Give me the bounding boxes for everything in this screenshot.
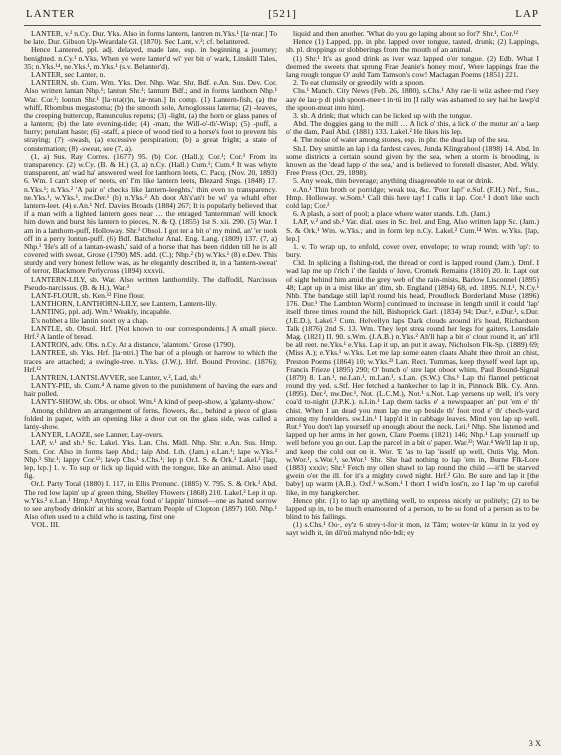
entry-paragraph: LANTING, ppl. adj. Wm.¹ Weakly, incapable. <box>31 307 172 317</box>
entry-paragraph: 4. The noise of water among stones, esp. in phr. the dead lap of the sea. <box>293 135 510 145</box>
entry-paragraph: Abd. The doggies gang to the mill … A lick o' this, a lick o' the mutur an' a laep o' the dam, Paul Abd. (1881) 133. Lakel.² He likes his lep. <box>286 119 539 137</box>
left-headword: LANTER <box>26 8 76 20</box>
entry-paragraph: LANTLE, sb. Obsol. Hrf. [Not known to our correspondents.] A small piece. Hrf.² A lantle of bread. <box>24 323 277 341</box>
entry-paragraph: LAP, v.¹ and sb.¹ Sc. Lakel. Yks. Lan. Chs. Midl. Nhp. Shr. e.An. Sus. Hmp. Som. Cor. Also in forms laep Abd.; laip Abd. Lth. (Jam.) e.Lan.¹; lape w.Yks.² Nhp.¹ Shr.¹; lappy Cor.¹²; lawp Chs.¹ s.Chs.¹; lep p Or.I. S. & Ork.¹ Lakel.² [lap, lep, lɛp.] 1. v. To sup or lick up liquid with the tongue, like an animal. Also used fig. <box>24 438 277 481</box>
entry-paragraph: LANTREE, sb. Yks. Hrf. [la·ntri.] The bar of a plough or harrow to which the traces are attached; a swingle-tree. n.Yks. (J.W.), Hrf. Bound Provinc. (1876); Hrf.¹² <box>24 348 277 374</box>
entry-paragraph: LANTY-SHOW, sb. Obs. or obsol. Wm.¹ A kind of peep-show, a 'galanty-show.' <box>31 397 275 407</box>
entry-paragraph: LANTER, v.² n.Cy. Dur. Yks. Also in forms lantern, lantren m.Yks.¹ [la·ntər.] To be late. Dur. Gibson Up-Weardale Gl. (1870). Sec Lant, v.²; cf. belantered. <box>24 30 277 47</box>
entry-paragraph: 6. A plash, a sort of pool; a place where water stands. Lth. (Jam.) <box>293 209 490 219</box>
entry-paragraph: Hence phr. (1) to lap up anything well, to express nicely or politely; (2) to be lapped up in, to be much enamoured of a person, to be so fond of a person as to be blind to his failings. <box>286 495 539 522</box>
entry-paragraph: e.An.¹ Thin broth or porridge; weak tea, &c. 'Poor lap!' e.Suf. (F.H.) Nrf., Sus., Hmp. Holloway. w.Som.¹ Call this here tay! I calls it lap. Cor.¹ I don't like such cold lap; Cor.² <box>286 184 539 210</box>
entry-paragraph: LANTRON, adv. Obs. n.Cy. At a distance, 'alantom.' Grose (1790). <box>31 340 236 350</box>
right-headword: LAP <box>515 8 539 20</box>
entry-paragraph: (1) Shr.¹ It's as good drink as iver waz lapped o'er tongue. (2) Edb. What I deemed the sweets that sprung Frae Jeanie's honey mou', Were lappings frae the lang rough tongue O' auld Tam Tamson's cow! Maclagan Poems (1851) 221. <box>286 53 539 79</box>
entry-paragraph: LANTREN, LANTSLAVVER, see Lanter, v.², Lad, sb.¹ <box>31 372 202 382</box>
entry-paragraph: LANTERN, sb. Cum. Wm. Yks. Der. Nhp. War. Shr. Bdf. e.An. Sus. Dev. Cor. Also written lantan Nhp.¹; lantun Shr.¹; lanturn Bdf.; and in forms lanthorn Nhp.¹ War. Cor.³; lontun Shr.¹ [la·ntə(r)n, læ·ntən.] In comp. (1) Lantern-fish, (a) the whiff, Rhombus megastoma; (b) the smooth sole, Arnoglossus laterna; (2) -leaves, the creeping buttercup, Ranunculus repens; (3) -light, (a) the horn or glass panes of a lantern; (b) the late evening-tide; (4) -man, the Will-o'-th'-Wisp; (5) -puff, a hurry; petulant haste; (6) -staff, a piece of wood tied to a horse's foot to prevent his straying; (7) -swash, (a) excessive perspiration; (b) a great fright; a state of consternation; (8) -sweat, see (7, a). <box>24 78 277 153</box>
page-number: [521] <box>268 8 297 20</box>
entry-paragraph: LANT-FLOUR, sb. Ken.¹² Fine flour. <box>31 291 145 300</box>
entry-paragraph: LAP, v.² and sb.² Var. dial. uses in Sc. Irel. and Eng. Also written lapp Sc. (Jam.) S. & Ork.¹ Wm. w.Yks.; and in form lep n.Cy. Lakel.² Cum.¹⁴ Wm. w.Yks. [lap, lep.] <box>286 217 539 243</box>
entry-paragraph: Cld. In splicing a fishing-rod, the thread or cord is lapped round (Jam.). Dmf. I wad lap me up i'rich i' the faulds o' luve, Cromek Remains (1810) 20. Ir. Lapt out of sight behind him amid the grey web of the rain-mists, Barlow Lisconnel (1895) 48; Lapt up in a mist like an' dim, sb. England (1894) 68, ed. 1895. N.I.¹, N.Cy.¹ Nhb. The bandage still lap'd round his head, Proudlock Borderland Muse (1896) 176. Dur.¹ The Lambton Worm] continued to increase in length until it could 'lap' itself three times round the hill, Bishoprick Garl. (1834) 94; Dur.¹, e.Dur.¹, s.Dur. (J.E.D.), Lakel.² Cum. Helvellyn laps Dark clouds around it's head, Richardson Talk (1876) 2nd S. 13. Wm. They lept strea round her legs for gaiters, Lonsdale Mag. (1821) II. 90. s.Wm. (J.A.B.) n.Yks.² Ah'll hap a bit o' clout round it, an' it'll be all reet. ne.Yks.¹ e.Yks. Lap it up, an put it away, Nicholson Flk-Sp. (1889) 69; (Miss A.); e.Yks.¹ w.Yks. Let me lap some eaten claats Abaht thee throit an chist, Preston Poems (1864) 10; w.Yks.²³ Lan. Rect. Tummas, keep thyself weel lapt up, Francis Frieze (1895) 290; O' bunch o' stre lapt oboot whim, Paul Bound-Signal (1879) 8. Lan.¹, ne.Lan.¹, m.Lan.¹, s.Lan. (S.W.) Chs.¹ Lap thi flannel petticoat round thy yed. s.Stf. Her fetched a hankecher to lap it in, Pinnock Blk. Cy. Ann. (1895). Der.², nw.Der.¹, Not. (L.C.M.), Not.¹ s.Not. Lap yersens up well, it's very coa'd to-night (J.P.K.). n.Lin.¹ Lap them tacks e' a newspaaper an' put 'em e' th' chist. When I an dead you mun lap me up beside th' foot trod e' th' chech-yard among my forelders. sw.Lin.¹ I lapp'd it in cabbage leaves. Mind you lap up well. Rut.¹ You don't lap yourself up enough about the neck. Lei.¹ Nhp. She listened and lapped up her arms in her gown, Clare Poems (1821) 146; Nhp.¹ Lap yourself up well before you go out. Lap the parcel in a bit o' paper. War.²³; War.⁴ We'll lap it up, and keep the cold out on it. Wor. 'E 'as to lap 'isself up well, Outis Vig. Mon. w.Wor.¹, s.Wor.¹, se.Wor.¹ Shr. She had nothing to lap 'em in, Burne Flk-Lore (1883) xxxiv; Shr.¹ Fetch my ollen shawl to lap round the child —it'll be starved gwein o'er the ill. for it's a mighty cowd night. Hrf.² Glo. Be sure and lap it [the baby] up warm (A.B.). Oxf.¹ w.Som.¹ I thort I wid'n lost'n, zo I lap 'm up careful like, in my hangkercher. <box>286 258 539 497</box>
entry-paragraph: (1) s.Chs.¹ Oo·, ey'z 6 strey·t-for·it mon, iz Tâm; wotev·ür kümz in iz yed ey sayt widh it, ün dô'nü mahynd nôo·bdi; ey <box>286 520 539 538</box>
entry-paragraph: LANTER, sec Lanter, n. <box>31 69 106 79</box>
running-header <box>26 8 539 24</box>
entry-paragraph: 1. v. To wrap up, to enfold, cover over, envelope; to wrap round; with 'up': to bury. <box>286 241 539 260</box>
right-column <box>286 30 539 738</box>
entry-paragraph: LANTERN-LILY, sb. War. Also written lanthornlily. The daffodil, Narcissus Pseudo-narcissus. (B. & H.), War.³ <box>24 274 277 292</box>
entry-paragraph: LANTHORN, LANTHORN-LILY, see Lantern, Lantern-lily. <box>31 299 217 309</box>
entry-paragraph: Sh.I. Dey smittle an lap i da fardest caves, Junda Klingrahool (1898) 14. Abd. In some districts a certain sound given by the sea, when a storm is brooding, is known as the 'dead lapp o' the sea,' and is believed to foretell disaster, Abd. Wkly. Free Press (Oct. 29, 1898). <box>286 143 539 178</box>
entry-paragraph: VOL. III. <box>31 520 60 530</box>
signature-mark: 3 X <box>528 739 541 748</box>
entry-paragraph: 3. sb. A drink; that which can be licked up with the tongue. <box>293 110 473 120</box>
entry-paragraph: E's nobbet a lile lantin soort oy a chap. <box>31 315 149 325</box>
entry-paragraph: LANYER, LAOZE, see Lanner, Lay-overs. <box>31 430 164 440</box>
entry-paragraph: Among children an arrangement of ferns, flowers, &c., behind a piece of glass folded in paper, with an opening like a door cut on the glass side, was called a lanty-show. <box>24 405 277 431</box>
entry-paragraph: 2. To eat clumsily or greedily with a spoon. <box>293 78 425 88</box>
entry-paragraph: Or.I. Party Toral (1880) I. 117, in Ellis Pronunc. (1885) V. 795. S. & Ork.¹ Abd. The red low lapin' up a' green thing, Shelley Flowers (1868) 210. Lakel.² Lep it up. w.Yks.² e.Lan.¹ Hmp.¹ Anything weal fond o' lappin' himsel—one as hated sorrow to see anybody drinkin' at his score, Bartram People of Clopton (1897) 160. Nhp.¹ Also often used to a child who is tasting, first one <box>24 479 277 522</box>
entry-paragraph: liquid and then another. 'What do you go laping about so for?' Shr.¹, Cor.¹² <box>293 30 518 38</box>
entry-paragraph: Hence (1) Lapped, pp. in phr. lapped over tongue, tasted, drunk; (2) Lappings, sb. pl. droppings or slobberings from the mouth of an animal. <box>286 37 539 55</box>
header-rule <box>24 25 541 26</box>
entry-paragraph: Chs.¹ Manch. City News (Feb. 26, 1880). s.Chs.¹ Ahy rae·li wüz ashee·md t'sey aay ée lau·p di pish spoon-mee·t in·tü im [I rally was ashamed to sey hai he lawp'd the spoon-meat into him]. <box>286 86 539 112</box>
entry-paragraph: Hence Lantered, ppl. adj. delayed, made late, esp. in beginning a journey; benighted. n.Cy.¹ n.Yks. When ye were lanter'd wi' yer bit o' wark, Linskill Tales, 35; n.Yks.¹⁴, ne.Yks.¹, m.Yks.¹ (s.v. Belanter'd). <box>24 45 277 71</box>
entry-paragraph: LANTY-PIE, sb. Cum.⁴ A name given to the punishment of having the ears and hair pulled. <box>24 381 277 399</box>
page-footer <box>24 739 541 751</box>
entry-paragraph: 5. Any weak, thin beverage; anything disagreeable to eat or drink. <box>293 176 494 186</box>
entry-paragraph: (1, a) Sus. Ray Corres. (1677) 95. (b) Cor. (Hall.); Cor.¹; Cor.³ From its transparency. (2) w.Cy. (B. & H.) (3, a) n.Cy. (Hall.) Cum.¹; Cum.⁴ It was whyte transparent, an' wad ha' answered weel for lanthorn leets, C. Pacq. (Nov. 20, 1893) 6. Wm. I can't sleep et' neets, en' I'm like lantern leets, Blezard Sngs. (1848) 17. n.Yks.¹; n.Yks.² 'A pair o' checks like lantern-leeghts,' thin even to transparency. ne.Yks.¹, w.Yks.¹, nw.Der.¹ (b) n.Yks.² Ah doot Ah's'an't be wi' ya whahl efter lantern-leet. (4) e.An.¹ Nrf. Davies Broads (1884) 267; It is popularly believed that if a man with a lighted lantern goes near … the enraged 'lanternman' will knock him down and burst his lantern to pieces, N. & Q. (1855) 1st S. xii. 290. (5) War. I am in a lanthorn-puff, Holloway. Shr.¹ Obsol. I got ter a bit o' my mind, an' 'er took off in a perry lontun-puff. (6) Bdf. Batchelor Anal. Eng. Lang. (1809) 137. (7, a) Nhp.¹ 'He's all of a lantan-swash,' said of a horse that has been ridden till he is all covered with sweat, Grose (1790) MS. add. (C.); Nhp.² (b) w.Yks.¹ (8) e.Dev. This sturdy and very honest fellow was, as he elegantly described it, in a 'lantern-sweat' of terror, Blackmore Perlycross (1894) xxxvii. <box>24 151 277 276</box>
left-column <box>24 30 277 738</box>
